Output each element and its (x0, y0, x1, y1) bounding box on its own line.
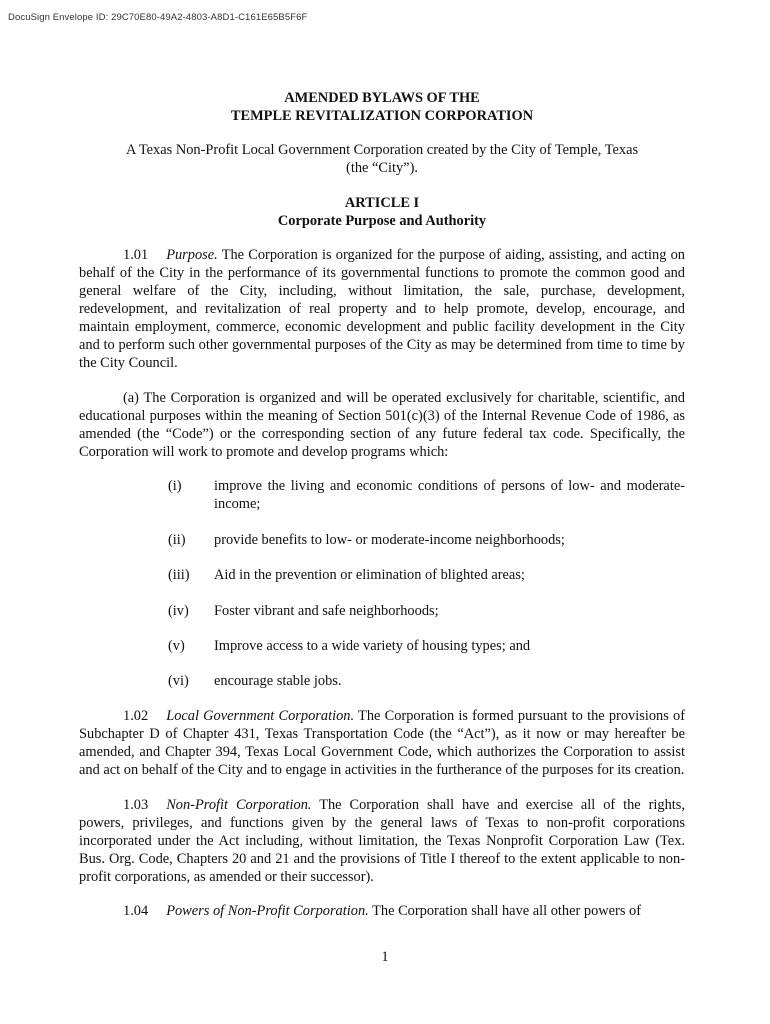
section-number: 1.04 (123, 903, 149, 920)
section-text: The Corporation is organized for the purpose of aiding, assisting, and acting on behalf of the City in the performance of its governmental functions to promote the common good and general welfare of the City, including, without limitation, the sale, purchase, development, redevelopment, and revitalization of real property and to help promote, develop, encourage, and maintain employment, commerce, economic development and public facility development in the City and to perform such other governmental purposes of the City as may be determined from time to time by the City Council. (79, 247, 685, 371)
section-1-01 (79, 247, 685, 372)
section-number: 1.01 (123, 247, 149, 264)
list-item-text: encourage stable jobs. (214, 673, 342, 690)
section-title: Local Government Corporation. (166, 708, 355, 725)
section-1-04 (79, 903, 685, 921)
list-item-text: Aid in the prevention or elimination of blighted areas; (214, 567, 525, 584)
purpose-list (79, 478, 685, 691)
section-number: 1.03 (123, 796, 149, 813)
document-page (79, 90, 685, 921)
title-line-1: AMENDED BYLAWS OF THE (284, 90, 480, 106)
title-line-2: TEMPLE REVITALIZATION CORPORATION (230, 107, 534, 124)
section-text: The Corporation shall have and exercise all of the rights, powers, privileges, and functions given by the general laws of Texas to non-profit corporations incorporated under the Act including, without limitation, the Texas Nonprofit Corporation Law (Tex. Bus. Org. Code, Chapters 20 and 21 and the provisions of Title I thereof to the extent applicable to non-profit corporations, as amended or their successor). (79, 796, 685, 885)
list-item (79, 478, 685, 514)
article-heading: ARTICLE I (344, 194, 420, 211)
document-subtitle: A Texas Non-Profit Local Government Corporation created by the City of Temple, Texas (the “City”). (125, 141, 639, 176)
document-title (79, 90, 685, 126)
list-item-number: (ii) (168, 531, 186, 548)
docusign-envelope-id: DocuSign Envelope ID: 29C70E80-49A2-4803-A8D1-C161E65B5F6F (8, 12, 308, 23)
page-number: 1 (381, 949, 389, 965)
list-item (79, 567, 685, 585)
article-subheading: Corporate Purpose and Authority (277, 212, 487, 229)
list-item-number: (vi) (168, 673, 189, 690)
section-number: 1.02 (123, 708, 149, 725)
section-1-01-a (79, 390, 685, 462)
section-title: Purpose. (166, 247, 218, 264)
list-item (79, 673, 685, 691)
list-item-number: (iv) (168, 602, 189, 619)
list-item-number: (i) (168, 478, 182, 495)
list-item-text: provide benefits to low- or moderate-income neighborhoods; (214, 531, 565, 548)
list-item-text: Improve access to a wide variety of housing types; and (214, 637, 531, 654)
list-item-number: (iii) (168, 567, 190, 584)
article-heading-block (79, 195, 685, 231)
list-item-text: Foster vibrant and safe neighborhoods; (214, 602, 439, 619)
section-1-02 (79, 708, 685, 780)
section-text: (a) The Corporation is organized and will be operated exclusively for charitable, scientific, and educational purposes within the meaning of Section 501(c)(3) of the Internal Revenue Code of 1986, as amended (the “Code”) or the corresponding section of any future federal tax code. Specifically, the Corporation will work to promote and develop programs which: (79, 389, 685, 460)
section-1-03 (79, 797, 685, 887)
list-item-text: improve the living and economic conditions of persons of low- and moderate-income; (214, 478, 685, 513)
list-item (79, 532, 685, 550)
section-title: Non-Profit Corporation. (166, 796, 312, 813)
list-item (79, 638, 685, 656)
section-text: The Corporation is formed pursuant to the provisions of Subchapter D of Chapter 431, Texas Transportation Code (the “Act”), as it now or may hereafter be amended, and Chapter 394, Texas Local Government Code, which authorizes the Corporation to assist and act on behalf of the City and to engage in activities in the furtherance of the purposes for its creation. (79, 708, 686, 778)
section-title: Powers of Non-Profit Corporation. (166, 903, 369, 920)
list-item-number: (v) (168, 637, 185, 654)
section-text: The Corporation shall have all other powers of (372, 903, 642, 920)
list-item (79, 603, 685, 621)
